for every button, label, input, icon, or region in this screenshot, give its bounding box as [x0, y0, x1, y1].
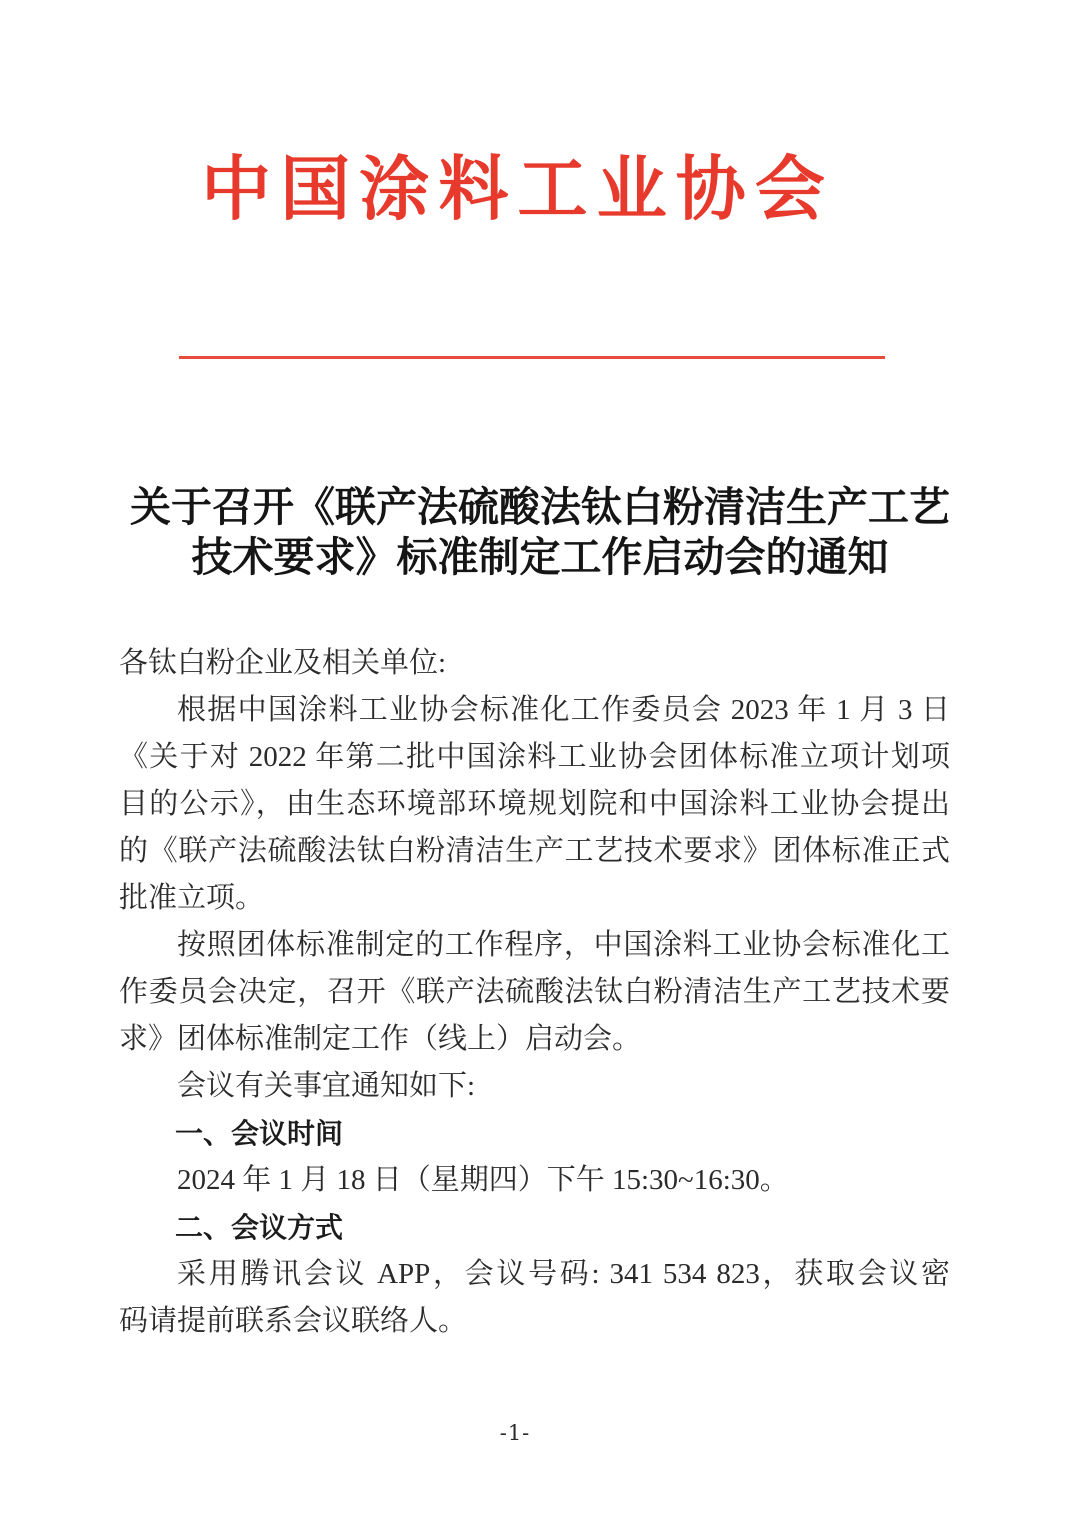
meeting-time-text: 2024 年 1 月 18 日（星期四）下午 15:30~16:30。 [177, 1164, 789, 1196]
meeting-method-line-2: 码请提前联系会议联络人。 [119, 1305, 468, 1337]
para1-line-4: 的《联产法硫酸法钛白粉清洁生产工艺技术要求》团体标准正式 [119, 835, 950, 867]
para1-line-2: 《关于对 2022 年第二批中国涂料工业协会团体标准立项计划项 [119, 741, 950, 773]
para1-line-5: 批准立项。 [119, 882, 265, 914]
org-name: 中国涂料工业协会 [201, 152, 834, 229]
meeting-method-line-1: 采用腾讯会议 APP，会议号码: 341 534 823，获取会议密 [177, 1258, 950, 1290]
doc-title-line-2: 技术要求》标准制定工作启动会的通知 [191, 534, 889, 580]
letterhead-divider [179, 356, 885, 359]
section-heading-meeting-time: 一、会议时间 [175, 1118, 344, 1149]
para2-line-2: 作委员会决定，召开《联产法硫酸法钛白粉清洁生产工艺技术要 [119, 976, 950, 1008]
section-heading-meeting-method: 二、会议方式 [175, 1212, 344, 1243]
para1-line-3: 目的公示》，由生态环境部环境规划院和中国涂料工业协会提出 [119, 788, 950, 820]
doc-title-line-1: 关于召开《联产法硫酸法钛白粉清洁生产工艺 [130, 484, 950, 530]
notice-body [119, 640, 950, 1345]
para2-line-1: 按照团体标准制定的工作程序，中国涂料工业协会标准化工 [177, 929, 950, 961]
salutation: 各钛白粉企业及相关单位: [119, 647, 447, 679]
notice-intro: 会议有关事宜通知如下: [177, 1070, 476, 1102]
page-number: -1- [499, 1421, 531, 1445]
para2-line-3: 求》团体标准制定工作（线上）启动会。 [119, 1023, 642, 1055]
para1-line-1: 根据中国涂料工业协会标准化工作委员会 2023 年 1 月 3 日 [177, 694, 950, 726]
doc-title [0, 482, 1080, 582]
